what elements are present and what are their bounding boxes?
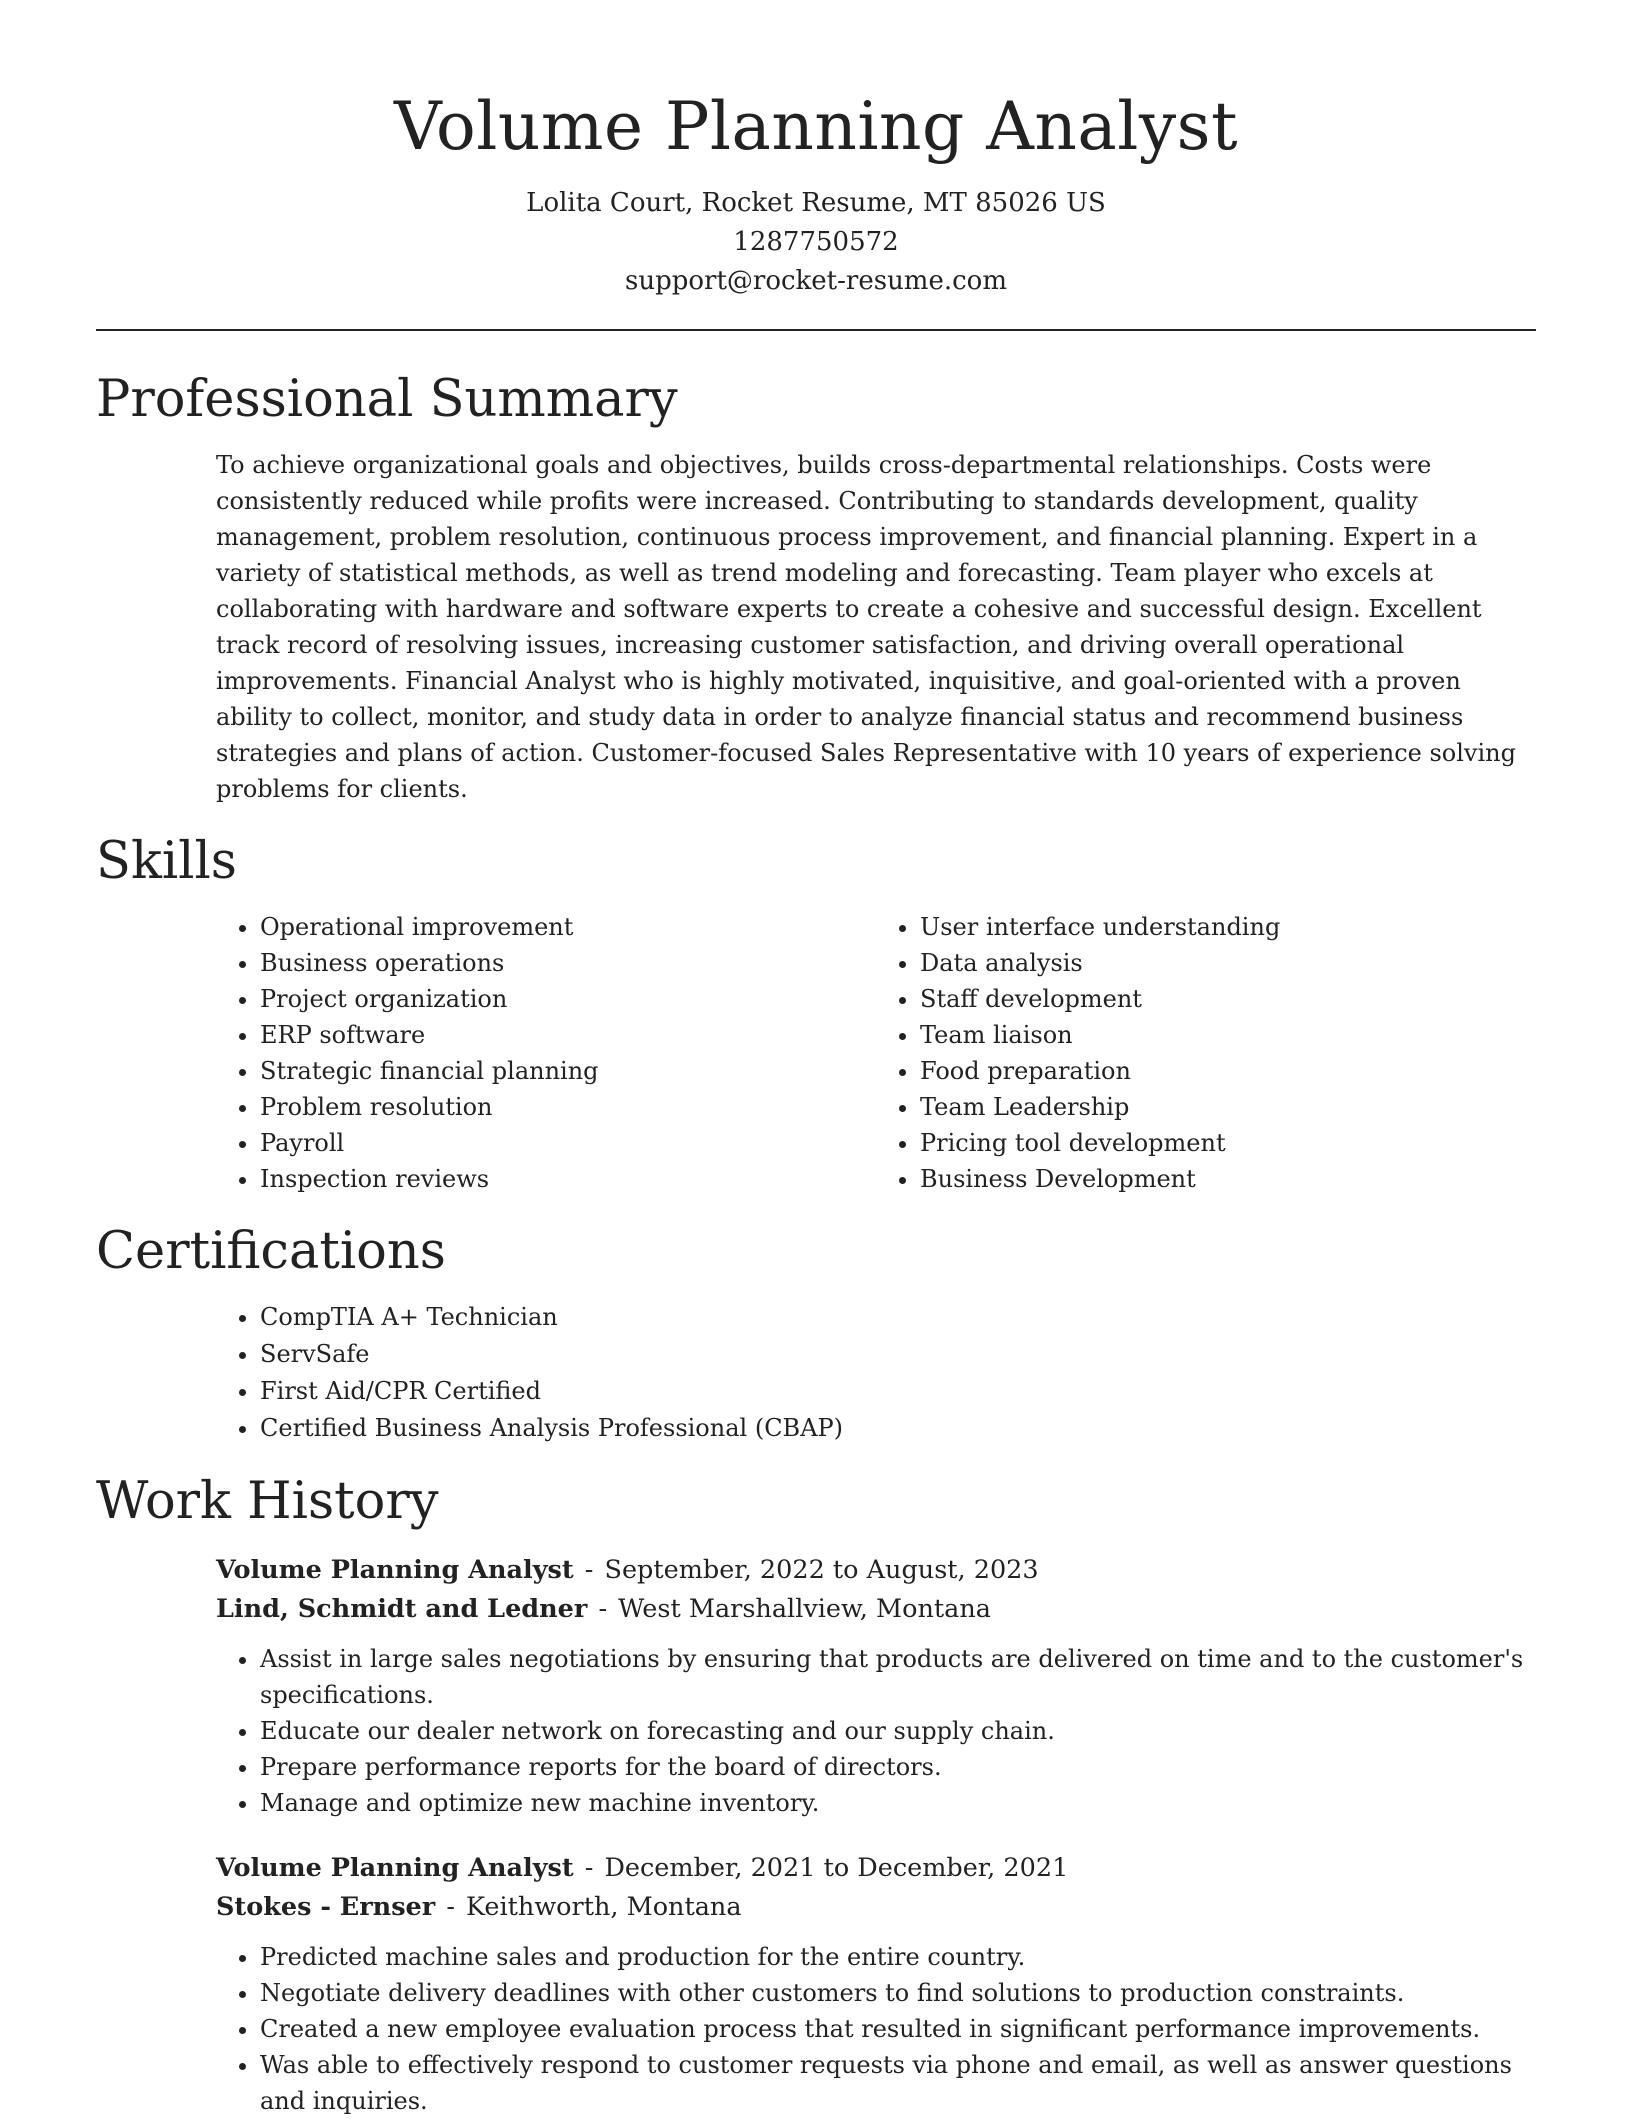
skill-item: • Payroll <box>260 1125 876 1161</box>
job-duty: • Prepare performance reports for the board of directors. <box>260 1749 1536 1785</box>
job-dates: December, 2021 to December, 2021 <box>604 1853 1069 1883</box>
job-duty: • Created a new employee evaluation process that resulted in significant performance improvements. <box>260 2011 1536 2047</box>
section-title-skills: Skills <box>96 832 237 891</box>
skills-list-right <box>876 909 1536 1197</box>
skill-item: • Team liaison <box>920 1017 1536 1053</box>
certification-item: • First Aid/CPR Certified <box>260 1373 1536 1410</box>
email-address: support@rocket-resume.com <box>624 266 1007 296</box>
skill-item: • Business Development <box>920 1161 1536 1197</box>
header-divider <box>96 329 1536 331</box>
job-duty: • Assist in large sales negotiations by ensuring that products are delivered on time and to the customer's specifications. <box>260 1641 1536 1713</box>
skills-list-left <box>216 909 876 1197</box>
job-company-line: Lind, Schmidt and Ledner - West Marshallview, Montana <box>216 1594 991 1624</box>
job-location: West Marshallview, Montana <box>618 1594 991 1624</box>
job-duty: • Predicted machine sales and production for the entire country. <box>260 1939 1536 1975</box>
contact-info <box>96 184 1536 301</box>
job-duty: • Educate our dealer network on forecasting and our supply chain. <box>260 1713 1536 1749</box>
job-duties-list <box>216 1641 1536 1821</box>
skill-item: • Project organization <box>260 981 876 1017</box>
job-position: Volume Planning Analyst <box>216 1555 574 1585</box>
skill-item: • Operational improvement <box>260 909 876 945</box>
job-duties-list <box>216 1939 1536 2119</box>
job-location: Keithworth, Montana <box>466 1892 742 1922</box>
skill-item: • Strategic financial planning <box>260 1053 876 1089</box>
skill-item: • Pricing tool development <box>920 1125 1536 1161</box>
job-entry <box>216 1849 1536 2119</box>
skill-item: • Business operations <box>260 945 876 981</box>
phone-number: 1287750572 <box>733 227 899 257</box>
candidate-name: Volume Planning Analyst <box>393 88 1239 165</box>
skill-item: • Team Leadership <box>920 1089 1536 1125</box>
address: Lolita Court, Rocket Resume, MT 85026 US <box>526 188 1106 218</box>
section-title-work-history: Work History <box>96 1472 439 1531</box>
job-company: Lind, Schmidt and Ledner <box>216 1594 588 1624</box>
job-entry <box>216 1551 1536 1821</box>
job-position: Volume Planning Analyst <box>216 1853 574 1883</box>
skill-item: • Staff development <box>920 981 1536 1017</box>
certification-item: • ServSafe <box>260 1336 1536 1373</box>
skill-item: • User interface understanding <box>920 909 1536 945</box>
resume-header <box>96 0 1536 301</box>
job-company: Stokes - Ernser <box>216 1892 436 1922</box>
skill-item: • Inspection reviews <box>260 1161 876 1197</box>
skill-item: • Food preparation <box>920 1053 1536 1089</box>
job-company-line: Stokes - Ernser - Keithworth, Montana <box>216 1892 742 1922</box>
job-duty: • Negotiate delivery deadlines with other customers to find solutions to production constraints. <box>260 1975 1536 2011</box>
skill-item: • Data analysis <box>920 945 1536 981</box>
certification-item: • Certified Business Analysis Professional (CBAP) <box>260 1410 1536 1447</box>
certifications-list <box>216 1299 1536 1447</box>
job-title-line: Volume Planning Analyst - September, 2022 to August, 2023 <box>216 1555 1039 1585</box>
job-duty: • Manage and optimize new machine inventory. <box>260 1785 1536 1821</box>
job-duty: • Was able to effectively respond to customer requests via phone and email, as well as answer questions and inquiries. <box>260 2047 1536 2119</box>
skill-item: • ERP software <box>260 1017 876 1053</box>
skills-columns <box>216 909 1536 1197</box>
section-title-summary: Professional Summary <box>96 370 678 429</box>
job-dates: September, 2022 to August, 2023 <box>604 1555 1039 1585</box>
job-title-line: Volume Planning Analyst - December, 2021 to December, 2021 <box>216 1853 1069 1883</box>
summary-text: To achieve organizational goals and objectives, builds cross-departmental relationships. Costs were consistently reduced while profits were increased. Contributing to standards development, quality management, problem resolution, continuous process improvement, and financial planning. Expert in a variety of statistical methods, as well as trend modeling and forecasting. Team player who excels at collaborating with hardware and software experts to create a cohesive and successful design. Excellent track record of resolving issues, increasing customer satisfaction, and driving overall operational improvements. Financial Analyst who is highly motivated, inquisitive, and goal-oriented with a proven ability to collect, monitor, and study data in order to analyze financial status and recommend business strategies and plans of action. Customer-focused Sales Representative with 10 years of experience solving problems for clients. <box>216 451 1516 803</box>
certification-item: • CompTIA A+ Technician <box>260 1299 1536 1336</box>
skill-item: • Problem resolution <box>260 1089 876 1125</box>
section-title-certifications: Certifications <box>96 1222 446 1281</box>
